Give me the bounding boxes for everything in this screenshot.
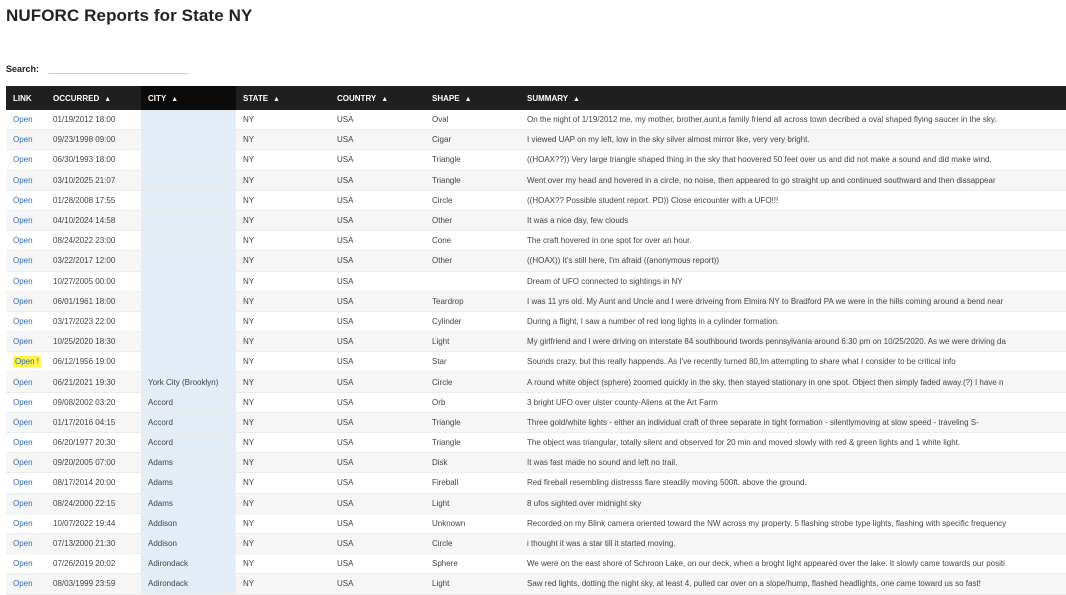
table-row (6, 513, 1066, 533)
shape-cell: Other (425, 251, 520, 271)
shape-cell: Triangle (425, 412, 520, 432)
state-cell: NY (236, 352, 330, 372)
state-cell: NY (236, 392, 330, 412)
column-header-country[interactable] (330, 86, 425, 110)
state-cell: NY (236, 271, 330, 291)
link-cell (6, 574, 46, 594)
link-cell (6, 150, 46, 170)
state-cell: NY (236, 574, 330, 594)
table-row (6, 231, 1066, 251)
occurred-cell: 03/10/2025 21:07 (46, 170, 141, 190)
column-header-shape[interactable] (425, 86, 520, 110)
city-cell (141, 291, 236, 311)
shape-cell: Circle (425, 190, 520, 210)
reports-table-container (6, 86, 1024, 589)
shape-cell: Disk (425, 453, 520, 473)
city-cell: Adams (141, 493, 236, 513)
state-cell: NY (236, 150, 330, 170)
occurred-cell: 08/17/2014 20:00 (46, 473, 141, 493)
city-cell: Addison (141, 533, 236, 553)
column-header-label: COUNTRY (337, 93, 377, 103)
shape-cell: Sphere (425, 554, 520, 574)
occurred-cell: 06/30/1993 18:00 (46, 150, 141, 170)
occurred-cell: 01/28/2008 17:55 (46, 190, 141, 210)
city-cell (141, 170, 236, 190)
summary-cell: My girlfriend and I were driving on interstate 84 southbound twords pennsylvania around 6:30 pm on 10/25/2020. As we were driving da (520, 332, 1066, 352)
open-report-link[interactable]: Open (13, 256, 33, 266)
open-report-link[interactable]: Open (13, 559, 33, 569)
occurred-cell: 04/10/2024 14:58 (46, 210, 141, 230)
column-header-label: STATE (243, 93, 269, 103)
city-cell (141, 332, 236, 352)
shape-cell: Light (425, 493, 520, 513)
column-header-occurred[interactable] (46, 86, 141, 110)
table-row (6, 533, 1066, 553)
occurred-cell: 03/22/2017 12:00 (46, 251, 141, 271)
summary-cell: During a flight, I saw a number of red long lights in a cylinder formation. (520, 311, 1066, 331)
link-cell (6, 231, 46, 251)
link-cell (6, 291, 46, 311)
occurred-cell: 06/12/1956 19:00 (46, 352, 141, 372)
occurred-cell: 03/17/2023 22:00 (46, 311, 141, 331)
state-cell: NY (236, 533, 330, 553)
table-row (6, 453, 1066, 473)
state-cell: NY (236, 130, 330, 150)
table-row (6, 352, 1066, 372)
link-cell (6, 493, 46, 513)
country-cell: USA (330, 513, 425, 533)
open-report-link[interactable]: Open (13, 155, 33, 165)
city-cell: Adams (141, 453, 236, 473)
link-cell (6, 311, 46, 331)
summary-cell: Sounds crazy, but this really happends. As I've recently turned 80,Im attempting to share what I consider to be critical info (520, 352, 1066, 372)
country-cell: USA (330, 130, 425, 150)
table-row (6, 170, 1066, 190)
link-cell (6, 372, 46, 392)
table-row (6, 150, 1066, 170)
search-bar (6, 59, 189, 74)
sort-arrow-icon: ▲ (381, 95, 389, 103)
link-cell (6, 190, 46, 210)
table-row (6, 433, 1066, 453)
city-cell (141, 231, 236, 251)
open-report-link[interactable]: Open (13, 175, 33, 185)
shape-cell: Light (425, 574, 520, 594)
open-report-link[interactable]: Open (13, 337, 33, 347)
summary-cell: I viewed UAP on my left, low in the sky silver almost mirror like, very very bright. (520, 130, 1066, 150)
state-cell: NY (236, 291, 330, 311)
table-row (6, 412, 1066, 432)
country-cell: USA (330, 433, 425, 453)
city-cell: Adirondack (141, 574, 236, 594)
state-cell: NY (236, 554, 330, 574)
city-cell: Accord (141, 392, 236, 412)
occurred-cell: 09/08/2002 03:20 (46, 392, 141, 412)
summary-cell: The craft hovered in one spot for over an hour. (520, 231, 1066, 251)
summary-cell: 8 ufos sighted over midnight sky (520, 493, 1066, 513)
shape-cell: Orb (425, 392, 520, 412)
state-cell: NY (236, 493, 330, 513)
shape-cell: Cigar (425, 130, 520, 150)
table-row (6, 574, 1066, 594)
country-cell: USA (330, 372, 425, 392)
occurred-cell: 06/20/1977 20:30 (46, 433, 141, 453)
column-header-label: SHAPE (432, 93, 460, 103)
state-cell: NY (236, 372, 330, 392)
link-cell (6, 412, 46, 432)
shape-cell: Circle (425, 533, 520, 553)
column-header-label: OCCURRED (53, 93, 100, 103)
occurred-cell: 07/26/2019 20:02 (46, 554, 141, 574)
country-cell: USA (330, 453, 425, 473)
occurred-cell: 10/07/2022 19:44 (46, 513, 141, 533)
country-cell: USA (330, 311, 425, 331)
country-cell: USA (330, 352, 425, 372)
state-cell: NY (236, 332, 330, 352)
open-report-link[interactable]: Open (13, 438, 33, 448)
summary-cell: ((HOAX?? Possible student report. PD)) Close encounter with a UFO!!! (520, 190, 1066, 210)
link-cell (6, 513, 46, 533)
open-report-link[interactable]: Open ! (15, 357, 40, 367)
open-report-link[interactable]: Open (13, 236, 33, 246)
shape-cell: Star (425, 352, 520, 372)
city-cell (141, 190, 236, 210)
occurred-cell: 06/01/1961 18:00 (46, 291, 141, 311)
table-row (6, 311, 1066, 331)
occurred-cell: 10/27/2005 00:00 (46, 271, 141, 291)
link-cell (6, 251, 46, 271)
country-cell: USA (330, 554, 425, 574)
summary-cell: It was a nice day, few clouds (520, 210, 1066, 230)
shape-cell: Other (425, 210, 520, 230)
open-report-link[interactable]: Open (13, 498, 33, 508)
state-cell: NY (236, 190, 330, 210)
city-cell (141, 271, 236, 291)
link-cell (6, 554, 46, 574)
table-row (6, 190, 1066, 210)
country-cell: USA (330, 150, 425, 170)
link-cell (6, 352, 46, 372)
country-cell: USA (330, 170, 425, 190)
summary-cell: Three gold/white lights - either an individual craft of three separate in tight formation - silentlymoving at slow speed - traveling S- (520, 412, 1066, 432)
occurred-cell: 07/13/2000 21:30 (46, 533, 141, 553)
sort-arrow-icon: ▲ (573, 95, 580, 103)
occurred-cell: 08/24/2022 23:00 (46, 231, 141, 251)
city-cell (141, 352, 236, 372)
open-report-link[interactable]: Open (13, 518, 33, 528)
city-cell: Adirondack (141, 554, 236, 574)
shape-cell: Triangle (425, 170, 520, 190)
open-report-link[interactable]: Open (13, 316, 33, 326)
link-cell (6, 130, 46, 150)
summary-cell: 3 bright UFO over ulster county-Aliens at the Art Farm (520, 392, 1066, 412)
occurred-cell: 08/24/2000 22:15 (46, 493, 141, 513)
city-cell (141, 110, 236, 130)
column-header-label: SUMMARY (527, 93, 569, 103)
occurred-cell: 09/20/2005 07:00 (46, 453, 141, 473)
summary-cell: Saw red lights, dotting the night sky, at least 4, pulled car over on a slope/hump, flashed headlights, one came toward us so fast! (520, 574, 1066, 594)
link-cell (6, 453, 46, 473)
state-cell: NY (236, 110, 330, 130)
search-label: Search: (6, 64, 40, 74)
table-row (6, 130, 1066, 150)
table-row (6, 332, 1066, 352)
open-report-link[interactable]: Open (13, 579, 33, 589)
table-row (6, 392, 1066, 412)
state-cell: NY (236, 412, 330, 432)
table-row (6, 473, 1066, 493)
country-cell: USA (330, 271, 425, 291)
column-header-label: CITY (148, 93, 167, 103)
occurred-cell: 08/03/1999 23:59 (46, 574, 141, 594)
link-cell (6, 533, 46, 553)
summary-cell: I was 11 yrs old. My Aunt and Uncle and I were driveing from Elmira NY to Bradford PA we were in the hills coming around a bend near (520, 291, 1066, 311)
country-cell: USA (330, 412, 425, 432)
open-report-link[interactable]: Open (13, 478, 33, 488)
open-report-link[interactable]: Open (13, 135, 33, 145)
reports-table (6, 86, 1066, 595)
state-cell: NY (236, 170, 330, 190)
summary-cell: A round white object (sphere) zoomed quickly in the sky, then stayed stationary in one spot. Object then simply faded away.(?) I have n (520, 372, 1066, 392)
state-cell: NY (236, 453, 330, 473)
sort-arrow-icon: ▲ (104, 95, 112, 103)
shape-cell: Triangle (425, 433, 520, 453)
link-cell (6, 271, 46, 291)
city-cell: Addison (141, 513, 236, 533)
shape-cell: Triangle (425, 150, 520, 170)
country-cell: USA (330, 291, 425, 311)
summary-cell: The object was triangular, totally silent and observed for 20 min and moved slowly with red & green lights and 1 white light. (520, 433, 1066, 453)
column-header-link[interactable] (6, 86, 46, 110)
state-cell: NY (236, 210, 330, 230)
column-header-city[interactable] (141, 86, 236, 110)
city-cell: Accord (141, 433, 236, 453)
link-cell (6, 210, 46, 230)
column-header-label: LINK (13, 93, 32, 103)
city-cell (141, 130, 236, 150)
country-cell: USA (330, 392, 425, 412)
occurred-cell: 10/25/2020 18:30 (46, 332, 141, 352)
country-cell: USA (330, 231, 425, 251)
link-cell (6, 473, 46, 493)
occurred-cell: 01/19/2012 18:00 (46, 110, 141, 130)
open-report-link[interactable]: Open (13, 458, 33, 468)
summary-cell: On the night of 1/19/2012 me, my mother, brother,aunt,a family friend all across town decribed a oval shaped flying saucer in the sky. (520, 110, 1066, 130)
state-cell: NY (236, 433, 330, 453)
country-cell: USA (330, 332, 425, 352)
city-cell (141, 251, 236, 271)
shape-cell: Light (425, 332, 520, 352)
table-row (6, 291, 1066, 311)
country-cell: USA (330, 493, 425, 513)
table-row (6, 251, 1066, 271)
shape-cell: Fireball (425, 473, 520, 493)
page-title: NUFORC Reports for State NY (6, 6, 253, 25)
table-row (6, 493, 1066, 513)
country-cell: USA (330, 190, 425, 210)
country-cell: USA (330, 533, 425, 553)
summary-cell: Dream of UFO connected to sightings in NY (520, 271, 1066, 291)
table-row (6, 372, 1066, 392)
sort-arrow-icon: ▲ (273, 95, 280, 103)
summary-cell: Red fireball resembling distresss flare steadily moving 500ft. above the ground. (520, 473, 1066, 493)
link-cell (6, 332, 46, 352)
open-report-link[interactable]: Open (13, 377, 33, 387)
occurred-cell: 09/23/1998 09:00 (46, 130, 141, 150)
search-input[interactable] (49, 59, 189, 74)
country-cell: USA (330, 251, 425, 271)
summary-cell: It was fast made no sound and left no trail. (520, 453, 1066, 473)
shape-cell: Cone (425, 231, 520, 251)
shape-cell: Teardrop (425, 291, 520, 311)
open-report-link[interactable]: Open (13, 115, 33, 125)
table-body (6, 110, 1066, 594)
table-header-row (6, 86, 1066, 110)
city-cell (141, 150, 236, 170)
occurred-cell: 06/21/2021 19:30 (46, 372, 141, 392)
city-cell (141, 210, 236, 230)
summary-cell: Went over my head and hovered in a circle, no noise, then appeared to go straight up and continued southward and then dissappear (520, 170, 1066, 190)
state-cell: NY (236, 251, 330, 271)
open-report-link[interactable]: Open (13, 195, 33, 205)
open-report-link[interactable]: Open (13, 216, 33, 226)
summary-cell: ((HOAX)) It's still here, I'm afraid ((anonymous report)) (520, 251, 1066, 271)
state-cell: NY (236, 231, 330, 251)
table-row (6, 110, 1066, 130)
summary-cell: i thought it was a star till it started moving. (520, 533, 1066, 553)
sort-arrow-icon: ▲ (171, 95, 179, 103)
shape-cell: Cylinder (425, 311, 520, 331)
open-report-link[interactable]: Open (13, 296, 33, 306)
city-cell (141, 311, 236, 331)
country-cell: USA (330, 210, 425, 230)
table-row (6, 210, 1066, 230)
shape-cell: Unknown (425, 513, 520, 533)
column-header-summary[interactable] (520, 86, 1066, 110)
open-report-link[interactable]: Open (13, 417, 33, 427)
shape-cell: Oval (425, 110, 520, 130)
summary-cell: We were on the east shore of Schroon Lake, on our deck, when a broght light appeared over the lake. It slowly came towards our positi (520, 554, 1066, 574)
link-cell (6, 110, 46, 130)
state-cell: NY (236, 513, 330, 533)
link-cell (6, 392, 46, 412)
city-cell: York City (Brooklyn) (141, 372, 236, 392)
city-cell: Adams (141, 473, 236, 493)
open-report-link[interactable]: Open (13, 539, 33, 549)
shape-cell: Circle (425, 372, 520, 392)
summary-cell: Recorded on my Blink camera oriented toward the NW across my property. 5 flashing strobe type lights, flashing with specific frequency (520, 513, 1066, 533)
shape-cell (425, 271, 520, 291)
country-cell: USA (330, 574, 425, 594)
state-cell: NY (236, 311, 330, 331)
state-cell: NY (236, 473, 330, 493)
column-header-state[interactable] (236, 86, 330, 110)
link-cell (6, 433, 46, 453)
open-report-link[interactable]: Open (13, 276, 33, 286)
city-cell: Accord (141, 412, 236, 432)
country-cell: USA (330, 473, 425, 493)
table-row (6, 271, 1066, 291)
link-cell (6, 170, 46, 190)
summary-cell: ((HOAX??)) Very large triangle shaped thing in the sky that hoovered 50 feet over us and did not make a sound and did make wind. (520, 150, 1066, 170)
occurred-cell: 01/17/2016 04:15 (46, 412, 141, 432)
table-row (6, 554, 1066, 574)
country-cell: USA (330, 110, 425, 130)
sort-arrow-icon: ▲ (464, 95, 472, 103)
open-report-link[interactable]: Open (13, 397, 33, 407)
